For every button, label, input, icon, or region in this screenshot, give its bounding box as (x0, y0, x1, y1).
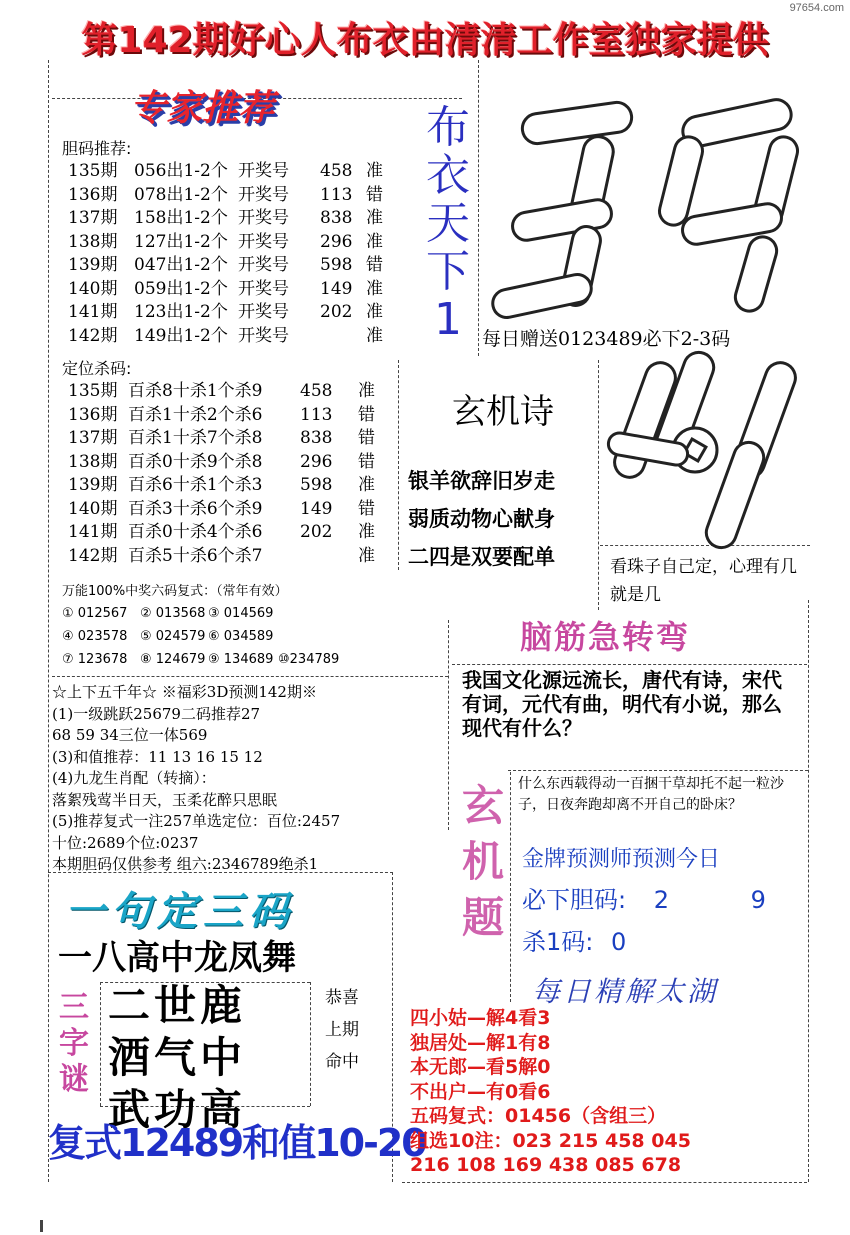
six-code-item: ⑧ 124679 (140, 652, 206, 667)
divider (478, 60, 479, 356)
divider (100, 982, 101, 1106)
period-cell: 141期 (68, 302, 118, 322)
draw-cell: 598 (320, 255, 353, 275)
draw-cell: 458 (300, 381, 333, 401)
site-watermark: 97654.com (789, 2, 844, 14)
table-row (68, 474, 408, 498)
taihu-title: 每日精解太湖 (532, 975, 719, 1008)
draw-cell: 113 (300, 404, 333, 425)
three-char-riddle-label: 三 字 谜 (59, 990, 89, 1097)
riddle-text: 什么东西载得动一百捆干草却托不起一粒沙子，日夜奔跑却离不开自己的卧床？ (518, 776, 784, 813)
history-line: 本期胆码仅供参考 组六:2346789绝杀1 (52, 855, 319, 873)
taihu-line: 四小姑—解4看3 (410, 1007, 551, 1029)
six-code-item: ⑩234789 (278, 652, 340, 667)
six-code-item: ⑨ 134689 (208, 652, 274, 667)
result-cell: 准 (366, 325, 383, 346)
table-row (68, 207, 408, 231)
result-cell: 错 (366, 184, 383, 205)
divider (310, 982, 311, 1106)
draw-cell: 838 (300, 428, 333, 448)
table-row (68, 301, 408, 325)
left-border (48, 60, 49, 1182)
position-kill-label: 定位杀码: (62, 359, 132, 378)
six-code-title: 万能100%中奖六码复式：（常年有效） (62, 584, 288, 599)
pick-cell: 059出1-2个 (134, 278, 228, 299)
table-row (68, 380, 408, 404)
one-sentence-title: 一句定三码 (65, 889, 295, 935)
bead-digits-icon (482, 96, 812, 320)
pick-cell: 149出1-2个 (134, 325, 228, 346)
draw-label-cell: 开奖号 (238, 255, 289, 275)
six-code-row (62, 648, 382, 671)
riddle-line: 武功高 (108, 1085, 247, 1134)
divider (510, 772, 511, 1002)
poem-title: 玄机诗 (452, 392, 554, 432)
table-row (68, 404, 408, 428)
divider (402, 1182, 807, 1183)
pick-cell: 127出1-2个 (134, 231, 228, 252)
period-cell: 138期 (68, 451, 118, 472)
six-code-row (62, 625, 382, 648)
table-row (68, 521, 408, 545)
period-cell: 136期 (68, 404, 118, 425)
period-cell: 137期 (68, 208, 118, 228)
table-row (68, 278, 408, 302)
draw-label-cell: 开奖号 (238, 231, 289, 252)
period-cell: 139期 (68, 255, 118, 275)
period-cell: 142期 (68, 325, 118, 346)
taihu-line: 五码复式：01456（含组三） (410, 1105, 667, 1127)
period-cell: 137期 (68, 428, 118, 448)
gold-must-codes: 必下胆码: 2 9 (522, 886, 766, 914)
history-line: (3)和值推荐：11 13 16 15 12 (52, 747, 263, 766)
poem-line: 弱质动物心献身 (408, 507, 555, 531)
riddle-line: 二世鹿 (108, 981, 247, 1030)
corner-mark (40, 1220, 43, 1232)
draw-cell: 838 (320, 208, 353, 228)
six-code-item: ⑦ 123678 (62, 652, 128, 667)
result-cell: 错 (358, 404, 375, 425)
pick-cell: 047出1-2个 (134, 255, 228, 275)
history-line: (5)推荐复式一注257单选定位：百位:2457 (52, 812, 341, 830)
table-row (68, 451, 408, 475)
six-code-item: ⑤ 024579 (140, 629, 206, 644)
draw-cell: 202 (320, 302, 353, 322)
table-row (68, 498, 408, 522)
pick-cell: 百杀0十杀4个杀6 (128, 522, 263, 542)
period-cell: 140期 (68, 498, 118, 519)
draw-label-cell: 开奖号 (238, 325, 289, 346)
six-code-item: ③ 014569 (208, 606, 274, 621)
pick-cell: 百杀1十杀7个杀8 (128, 428, 263, 448)
brain-teaser-title: 脑筋急转弯 (520, 618, 691, 656)
table-row (68, 427, 408, 451)
six-code-item: ⑥ 034589 (208, 629, 274, 644)
six-code-row (62, 602, 382, 625)
pick-cell: 百杀3十杀6个杀9 (128, 498, 263, 519)
pick-cell: 百杀6十杀1个杀3 (128, 475, 263, 495)
draw-cell: 149 (320, 278, 353, 299)
result-cell: 错 (358, 428, 375, 448)
result-cell: 准 (366, 161, 383, 181)
one-sentence-text: 一八高中龙凤舞 (58, 938, 296, 978)
draw-cell: 113 (320, 184, 353, 205)
right-border (808, 600, 809, 1182)
expert-title: 专家推荐 (130, 88, 275, 129)
draw-cell: 458 (320, 161, 353, 181)
compound-summary: 复式12489和值10-20 (48, 1121, 426, 1165)
history-line: 落絮残莺半日天，玉柔花醉只思眠 (52, 790, 278, 809)
result-cell: 准 (358, 545, 375, 566)
result-cell: 错 (358, 498, 375, 519)
history-line: ☆上下五千年☆ ※福彩3D预测142期※ (52, 683, 317, 701)
riddle-label: 玄 机 题 (461, 781, 504, 942)
draw-label-cell: 开奖号 (238, 208, 289, 228)
result-cell: 错 (358, 451, 375, 472)
brain-teaser-text: 我国文化源远流长，唐代有诗，宋代有词，元代有曲，明代有小说，那么现代有什么？ (462, 668, 782, 740)
table-row (68, 231, 408, 255)
taihu-line: 216 108 169 438 085 678 (410, 1154, 682, 1176)
position-kill-table (68, 380, 408, 568)
gold-kill-code: 杀1码: 0 (522, 928, 627, 956)
period-cell: 135期 (68, 161, 118, 181)
history-line: (1)一级跳跃25679二码推荐27 (52, 704, 261, 723)
riddle-line: 酒气中 (108, 1033, 247, 1082)
result-cell: 准 (358, 381, 375, 401)
page-title: 第142期好心人布衣由清清工作室独家提供 (81, 20, 769, 61)
divider (452, 664, 807, 665)
taihu-lines (410, 1006, 691, 1178)
table-row (68, 184, 408, 208)
poem-line: 银羊欲辞旧岁走 (408, 469, 555, 493)
history-line: 68 59 34三位一体569 (52, 726, 208, 744)
result-cell: 错 (366, 255, 383, 275)
draw-cell: 598 (300, 475, 333, 495)
bead-chain-icon (600, 350, 810, 550)
period-cell: 139期 (68, 475, 118, 495)
pick-cell: 158出1-2个 (134, 208, 228, 228)
draw-label-cell: 开奖号 (238, 302, 289, 322)
period-cell: 142期 (68, 545, 118, 566)
divider (448, 620, 449, 830)
taihu-line: 独居处—解1有8 (410, 1031, 551, 1054)
divider (598, 360, 599, 610)
six-code-item: ④ 023578 (62, 629, 128, 644)
draw-label-cell: 开奖号 (238, 161, 289, 181)
history-block (52, 682, 340, 876)
draw-label-cell: 开奖号 (238, 184, 289, 205)
period-cell: 141期 (68, 522, 118, 542)
table-row (68, 545, 408, 569)
taihu-line: 不出户—有0看6 (410, 1080, 551, 1103)
poem-lines (408, 462, 555, 576)
result-cell: 准 (366, 278, 383, 299)
taihu-line: 组选10注：023 215 458 045 (410, 1129, 691, 1152)
result-cell: 准 (358, 475, 375, 495)
table-row (68, 254, 408, 278)
draw-label-cell: 开奖号 (238, 278, 289, 299)
taihu-line: 本无郎—看5解0 (410, 1056, 551, 1078)
result-cell: 准 (366, 231, 383, 252)
six-code-item: ② 013568 (140, 606, 206, 621)
pick-cell: 百杀8十杀1个杀9 (128, 381, 263, 401)
pick-cell: 123出1-2个 (134, 302, 228, 322)
gold-forecast-title: 金牌预测师预测今日 (522, 847, 721, 872)
divider (508, 770, 808, 771)
pick-cell: 百杀1十杀2个杀6 (128, 404, 263, 425)
six-code-item: ① 012567 (62, 606, 128, 621)
draw-cell: 202 (300, 522, 333, 542)
pick-cell: 百杀5十杀6个杀7 (128, 545, 263, 566)
period-cell: 138期 (68, 231, 118, 252)
result-cell: 准 (366, 302, 383, 322)
pick-cell: 078出1-2个 (134, 184, 228, 205)
table-row (68, 160, 408, 184)
draw-cell: 149 (300, 498, 333, 519)
must-code-a: 2 (653, 886, 670, 914)
buyi-title: 布 衣 天 下 1 (426, 102, 470, 345)
table-row (68, 325, 408, 349)
history-line: 十位:2689个位:0237 (52, 833, 199, 852)
poem-caption: 看珠子自己定，心理有几就是几 (610, 557, 797, 605)
period-cell: 135期 (68, 381, 118, 401)
daily-gift: 每日赠送0123489必下2-3码 (482, 328, 731, 350)
bold-code-label: 胆码推荐: (62, 139, 132, 158)
result-cell: 准 (358, 522, 375, 542)
congrats-note: 恭喜 上期 命中 (325, 988, 359, 1072)
big-number-graphic (482, 96, 812, 320)
poem-line: 二四是双要配单 (408, 545, 555, 569)
divider (52, 676, 448, 677)
bead-picture (600, 350, 810, 550)
period-cell: 136期 (68, 184, 118, 205)
period-cell: 140期 (68, 278, 118, 299)
history-line: (4)九龙生肖配（转摘）： (52, 769, 216, 787)
bold-code-table (68, 160, 408, 348)
pick-cell: 056出1-2个 (134, 161, 228, 181)
six-code-grid (62, 602, 382, 671)
draw-cell: 296 (320, 231, 353, 252)
pick-cell: 百杀0十杀9个杀8 (128, 451, 263, 472)
draw-cell: 296 (300, 451, 333, 472)
result-cell: 准 (366, 208, 383, 228)
must-code-b: 9 (750, 886, 766, 914)
